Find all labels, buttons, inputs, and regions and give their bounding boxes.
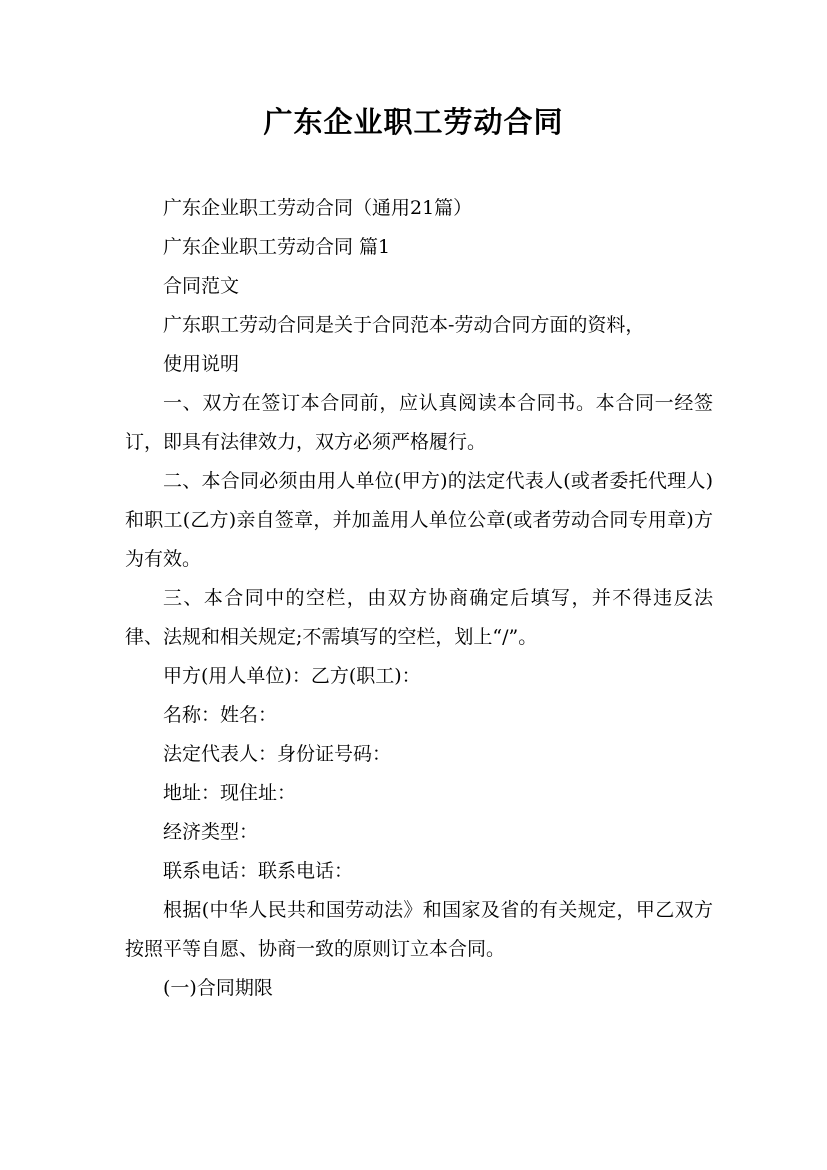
paragraph-section-heading: 广东企业职工劳动合同 篇1 — [163, 236, 391, 258]
document-title: 广东企业职工劳动合同 — [263, 105, 564, 139]
paragraph-usage-1: 一、双方在签订本合同前，应认真阅读本合同书。本合同一经签订，即具有法律效力，双方必须严格履行。 — [125, 392, 713, 453]
paragraph-basis: 根据(中华人民共和国劳动法》和国家及省的有关规定，甲乙双方按照平等自愿、协商一致的原则订立本合同。 — [125, 899, 713, 960]
paragraph-name-field: 名称：姓名： — [163, 704, 278, 726]
paragraph-intro: 广东职工劳动合同是关于合同范本-劳动合同方面的资料， — [163, 314, 645, 336]
paragraph-usage-3: 三、本合同中的空栏，由双方协商确定后填写，并不得违反法律、法规和相关规定;不需填写的空栏，划上“/”。 — [125, 587, 713, 648]
paragraph-representative-field: 法定代表人：身份证号码： — [163, 743, 392, 765]
paragraph-usage-heading: 使用说明 — [163, 353, 240, 375]
paragraph-address-field: 地址：现住址： — [163, 782, 297, 804]
paragraph-usage-2: 二、本合同必须由用人单位(甲方)的法定代表人(或者委托代理人)和职工(乙方)亲自签章，并加盖用人单位公章(或者劳动合同专用章)方为有效。 — [125, 470, 713, 570]
document-body — [125, 189, 713, 1008]
paragraph-economic-type-field: 经济类型： — [163, 821, 259, 843]
paragraph-template-label: 合同范文 — [163, 275, 240, 297]
paragraph-term-heading: (一)合同期限 — [163, 977, 273, 999]
paragraph-parties: 甲方(用人单位)：乙方(职工)： — [163, 665, 421, 687]
paragraph-phone-field: 联系电话：联系电话： — [163, 860, 354, 882]
paragraph-subtitle: 广东企业职工劳动合同（通用21篇） — [163, 197, 473, 219]
